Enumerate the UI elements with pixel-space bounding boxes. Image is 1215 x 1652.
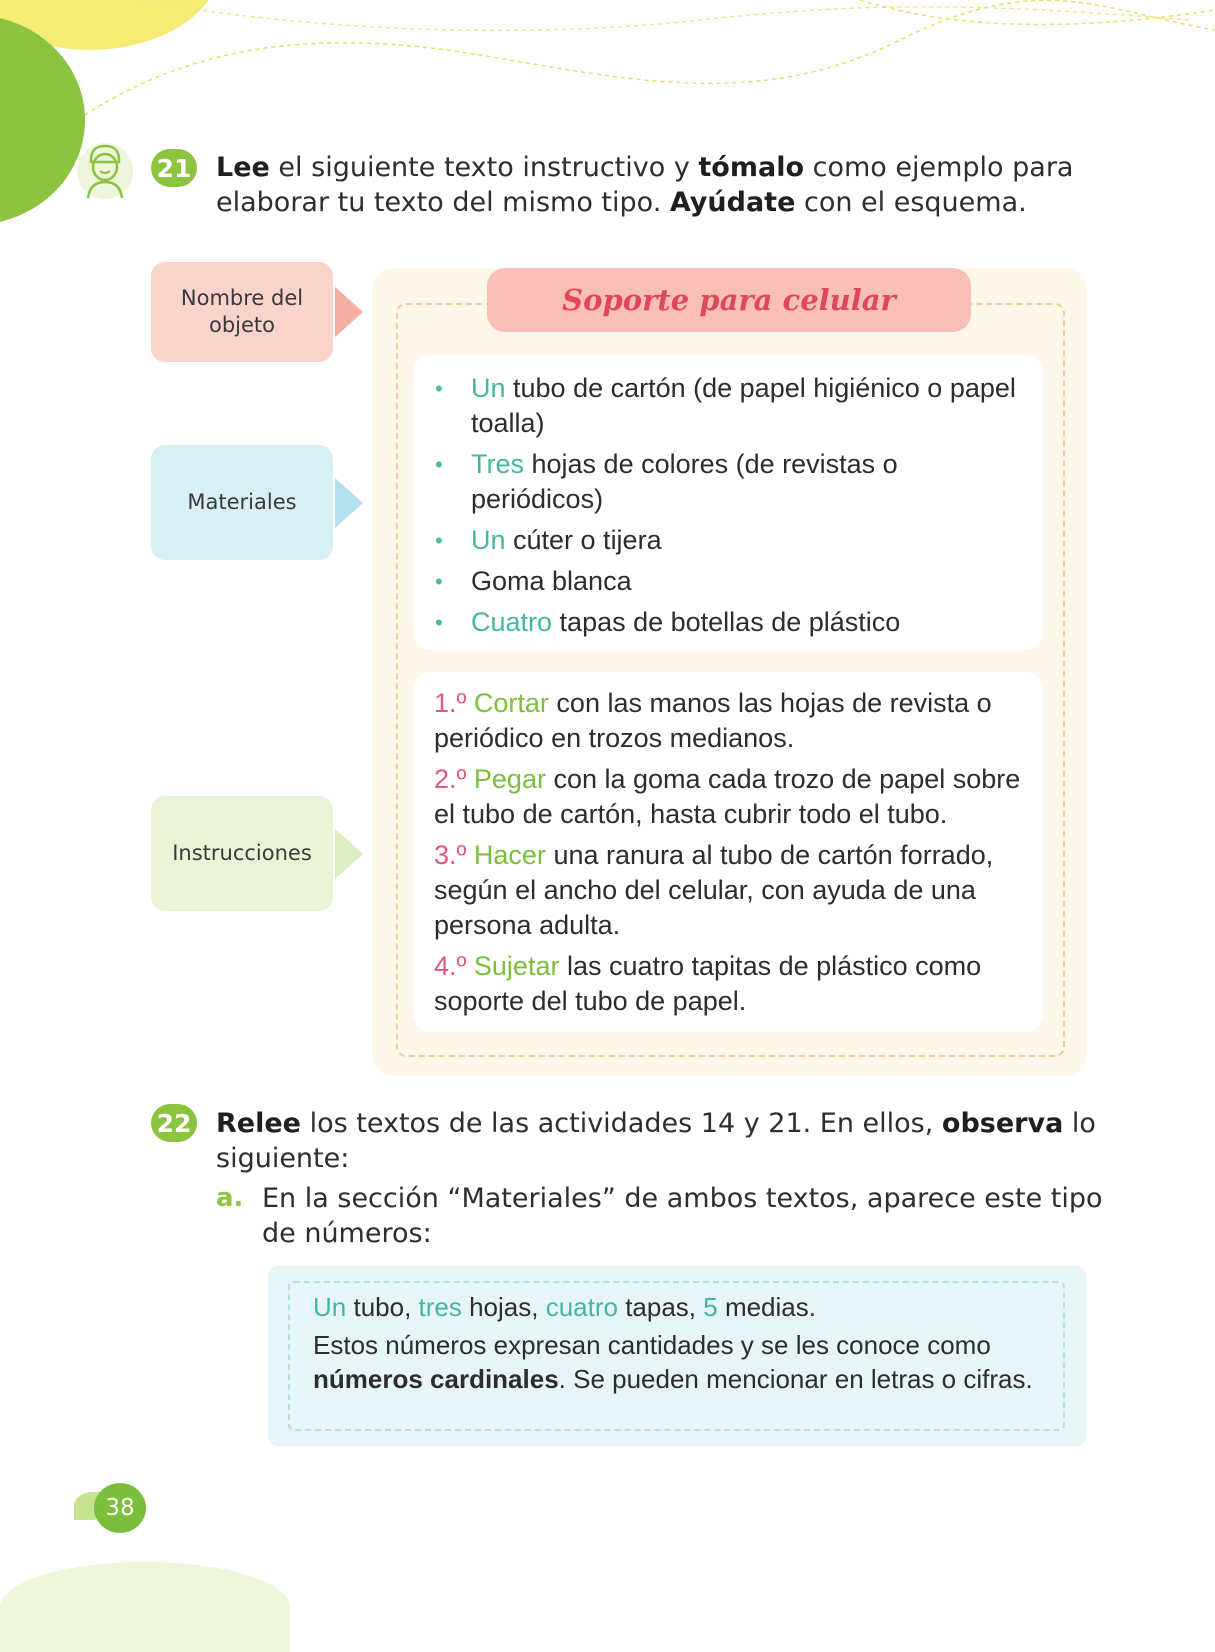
activity-22-badge: 22 bbox=[151, 1104, 197, 1142]
list-item: • Tres hojas de colores (de revistas o periódicos) bbox=[435, 449, 898, 514]
materials-card bbox=[413, 355, 1043, 650]
list-item: • Un tubo de cartón (de papel higiénico o papel toalla) bbox=[435, 373, 1016, 438]
info-box-text: Un tubo, tres hojas, cuatro tapas, 5 medias. Estos números expresan cantidades y se les conoce como números cardinales. Se pueden mencionar en letras o cifras. bbox=[313, 1292, 1033, 1394]
list-item: • Un cúter o tijera bbox=[435, 525, 662, 555]
decorative-blob-bottom bbox=[0, 1562, 290, 1652]
instructions-card bbox=[413, 672, 1043, 1032]
arrow-right-icon bbox=[335, 478, 363, 528]
sub-item-a-text: En la sección “Materiales” de ambos textos, aparece este tipo de números: bbox=[262, 1183, 1103, 1249]
instruction-step: 3.º Hacer una ranura al tubo de cartón forrado, según el ancho del celular, con ayuda de una persona adulta. bbox=[434, 840, 994, 940]
list-item: • Cuatro tapas de botellas de plástico bbox=[435, 607, 901, 637]
activity-21-badge: 21 bbox=[151, 149, 197, 187]
sub-item-letter: a. bbox=[216, 1183, 244, 1213]
instruction-step: 4.º Sujetar las cuatro tapitas de plástico como soporte del tubo de papel. bbox=[434, 951, 982, 1016]
decorative-dotted-lines bbox=[0, 0, 1215, 130]
label-instrucciones: Instrucciones bbox=[151, 796, 333, 911]
object-title: Soporte para celular bbox=[487, 268, 971, 332]
page-number: 38 bbox=[94, 1483, 146, 1533]
label-materiales: Materiales bbox=[151, 445, 333, 560]
label-nombre-del-objeto: Nombre del objeto bbox=[151, 262, 333, 362]
list-item: • Goma blanca bbox=[435, 566, 632, 596]
instruction-step: 2.º Pegar con la goma cada trozo de papel sobre el tubo de cartón, hasta cubrir todo el tubo. bbox=[434, 764, 1021, 829]
student-avatar-icon bbox=[76, 140, 134, 200]
instruction-step: 1.º Cortar con las manos las hojas de revista o periódico en trozos medianos. bbox=[434, 688, 992, 753]
arrow-right-icon bbox=[335, 829, 363, 879]
activity-21-instruction: Lee el siguiente texto instructivo y tómalo como ejemplo para elaborar tu texto del mismo tipo. Ayúdate con el esquema. bbox=[216, 152, 1074, 218]
materials-list bbox=[435, 371, 1035, 646]
activity-22-instruction: Relee los textos de las actividades 14 y 21. En ellos, observa lo siguiente: bbox=[216, 1108, 1096, 1174]
arrow-right-icon bbox=[335, 287, 363, 337]
